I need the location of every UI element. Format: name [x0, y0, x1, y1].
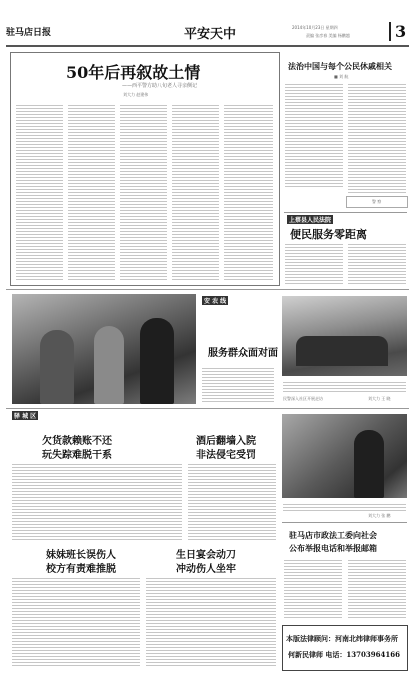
notice-title-1: 驻马店市政法工委向社会	[289, 530, 377, 540]
right-top-col-2	[348, 82, 406, 194]
court-caption-text	[283, 502, 406, 512]
top-story-col-5	[224, 103, 273, 280]
story4-text	[146, 576, 276, 668]
top-story-col-1	[16, 103, 63, 280]
photo-column-tag: 安 农 线	[204, 298, 227, 305]
right-top-col-1	[285, 82, 343, 187]
photo-story-title: 服务群众面对面	[208, 348, 278, 359]
middle-divider	[6, 289, 409, 290]
right-divider-1	[284, 212, 407, 213]
date-line: 2014年10月23日 星期四	[292, 25, 338, 30]
court-photo	[282, 414, 407, 498]
court-credit: 刘大力 张 鹏	[368, 513, 391, 518]
notice-title-2: 公布举报电话和举报邮箱	[289, 543, 377, 553]
story1-title-1: 欠货款赖账不还	[42, 436, 112, 447]
notice-col-2	[348, 558, 406, 618]
paper-name: 驻马店日报	[6, 28, 52, 38]
masthead-rule	[6, 45, 409, 47]
lower-column-tag: 驿 城 区	[14, 413, 37, 420]
top-story-title: 50年后再叙故土情	[66, 63, 201, 82]
woman-figure-icon	[40, 330, 74, 404]
story1-text	[12, 462, 182, 542]
story2-title-1: 酒后翻墙入院	[196, 436, 256, 447]
footer-line-1: 本版法律顾问：河南北纬律师事务所	[286, 634, 398, 643]
people-group-icon	[296, 336, 388, 366]
story3-text	[12, 576, 140, 668]
masthead	[6, 22, 409, 44]
story2-text	[188, 462, 276, 542]
girl-figure-icon	[94, 326, 124, 404]
service-col-2	[348, 242, 406, 286]
right-top-title: 法治中国与每个公民休戚相关	[288, 61, 392, 71]
photo-story-text	[202, 366, 274, 404]
service-column-tag: 上蔡县人民法院	[289, 217, 332, 224]
section-title: 平安天中	[184, 27, 237, 42]
top-story-col-3	[120, 103, 167, 280]
story2-title-2: 非法侵宅受罚	[196, 450, 256, 461]
page-number: 3	[389, 22, 406, 41]
editor-line: 责编 张彦春 美编 杨鹏越	[306, 33, 350, 38]
top-story-byline: 刘大力 赵建伟	[123, 92, 149, 97]
lower-divider	[6, 408, 409, 409]
footer-box	[282, 625, 408, 671]
top-story-col-4	[172, 103, 219, 280]
top-story-col-2	[68, 103, 115, 280]
right-tag-label: 警 察	[372, 199, 382, 204]
community-caption: 民警深入社区开展走访	[283, 396, 323, 401]
service-col-1	[285, 242, 343, 286]
notice-col-1	[284, 558, 342, 618]
story4-title-1: 生日宴会动刀	[176, 550, 236, 561]
judge-figure-icon	[354, 430, 384, 498]
notice-divider	[282, 522, 407, 523]
top-story-subtitle: ——西平警方助八旬老人寻亲侧记	[122, 83, 198, 89]
story3-title-1: 妹妹班长误伤人	[46, 550, 116, 561]
police-figure-icon	[140, 318, 174, 404]
community-caption-text	[283, 380, 406, 394]
service-title: 便民服务零距离	[290, 228, 367, 241]
footer-line-2: 何新民律师 电话：13703964166	[288, 650, 401, 659]
story1-title-2: 玩失踪难脱干系	[42, 450, 112, 461]
story3-title-2: 校方有责难推脱	[46, 564, 116, 575]
community-credit: 刘大力 王 晓	[368, 396, 391, 401]
right-top-author: ■ 刘 航	[334, 74, 349, 79]
story4-title-2: 冲动伤人坐牢	[176, 564, 236, 575]
